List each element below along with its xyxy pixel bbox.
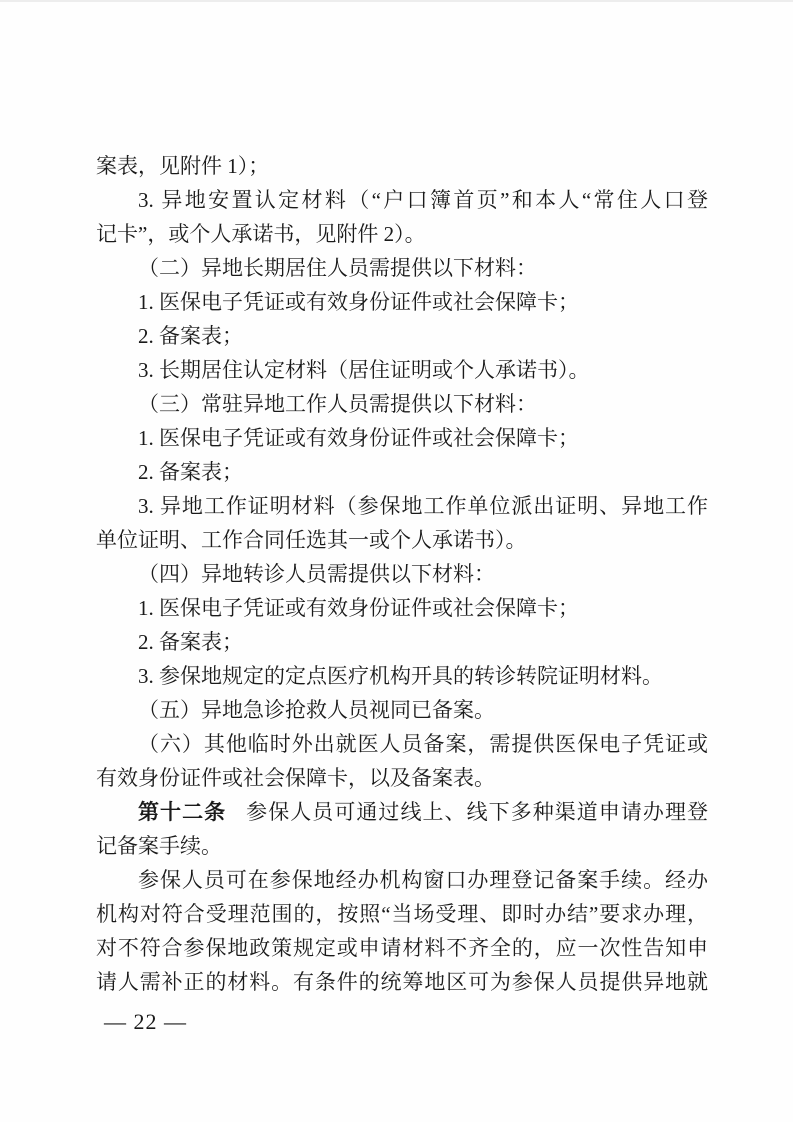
text-line (96, 931, 708, 965)
text-line (96, 761, 708, 795)
line-text: 3. 异地安置认定材料（“户口簿首页”和本人“常住人口登 (138, 188, 708, 212)
line-text: 1. 医保电子凭证或有效身份证件或社会保障卡； (138, 596, 579, 620)
text-line (96, 421, 708, 455)
line-text: 记卡”，或个人承诺书，见附件 2）。 (96, 222, 426, 246)
text-line (96, 693, 708, 727)
text-line (96, 829, 708, 863)
text-line (96, 591, 708, 625)
text-line (96, 659, 708, 693)
line-text: 1. 医保电子凭证或有效身份证件或社会保障卡； (138, 426, 579, 450)
line-text: 参保人员可在参保地经办机构窗口办理登记备案手续。经办 (138, 868, 708, 892)
page-number: — 22 — (104, 1009, 187, 1034)
text-line (96, 557, 708, 591)
line-text: 有效身份证件或社会保障卡，以及备案表。 (96, 766, 495, 790)
line-text: 请人需补正的材料。有条件的统筹地区可为参保人员提供异地就 (96, 970, 708, 994)
line-text: 2. 备案表； (138, 630, 243, 654)
line-text: 3. 长期居住认定材料（居住证明或个人承诺书）。 (138, 358, 590, 382)
text-line (96, 387, 708, 421)
line-text: 1. 医保电子凭证或有效身份证件或社会保障卡； (138, 290, 579, 314)
text-line (96, 217, 708, 251)
text-line (96, 863, 708, 897)
line-text: 机构对符合受理范围的，按照“当场受理、即时办结”要求办理， (96, 902, 708, 926)
text-line (96, 523, 708, 557)
text-line (96, 183, 708, 217)
text-line (96, 319, 708, 353)
line-text: 记备案手续。 (96, 834, 222, 858)
line-text: 3. 异地工作证明材料（参保地工作单位派出证明、异地工作 (138, 494, 708, 518)
line-text: 2. 备案表； (138, 460, 243, 484)
text-line (96, 353, 708, 387)
line-text: （三）常驻异地工作人员需提供以下材料： (138, 392, 537, 416)
text-line (96, 727, 708, 761)
text-line (96, 625, 708, 659)
text-line (96, 795, 708, 829)
line-text: 单位证明、工作合同任选其一或个人承诺书）。 (96, 528, 527, 552)
line-text: （六）其他临时外出就医人员备案，需提供医保电子凭证或 (138, 732, 708, 756)
line-text: 3. 参保地规定的定点医疗机构开具的转诊转院证明材料。 (138, 664, 663, 688)
text-line (96, 149, 708, 183)
page-footer (104, 1006, 187, 1038)
line-text: 案表，见附件 1）； (96, 154, 270, 178)
line-text: （五）异地急诊抢救人员视同已备案。 (138, 698, 495, 722)
text-line (96, 455, 708, 489)
text-line (96, 285, 708, 319)
document-body (96, 149, 708, 999)
line-text: 参保人员可通过线上、线下多种渠道申请办理登 (246, 800, 709, 824)
line-text: （二）异地长期居住人员需提供以下材料： (138, 256, 537, 280)
text-line (96, 251, 708, 285)
text-line (96, 965, 708, 999)
line-text: 对不符合参保地政策规定或申请材料不齐全的，应一次性告知申 (96, 936, 708, 960)
article-number-bold: 第十二条 (138, 800, 227, 824)
text-line (96, 897, 708, 931)
text-line (96, 489, 708, 523)
line-text: 2. 备案表； (138, 324, 243, 348)
line-text: （四）异地转诊人员需提供以下材料： (138, 562, 495, 586)
